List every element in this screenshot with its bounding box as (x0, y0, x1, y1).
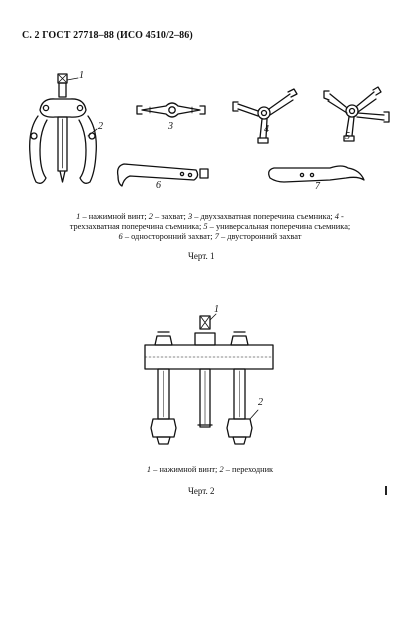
fig2-label-1: 1 (214, 304, 219, 315)
universal-crossbar (324, 87, 389, 141)
caption-text: – двусторонний захват (218, 232, 302, 241)
caption-num: 6 (118, 232, 123, 241)
figure-1-drawing (0, 60, 420, 210)
caption-num: 7 (214, 232, 219, 241)
caption-num: 1 (146, 465, 152, 474)
puller-assembly (30, 74, 97, 183)
caption-num: 2 (219, 465, 224, 474)
caption-text: – переходник (223, 465, 274, 474)
page-header: С. 2 ГОСТ 27718–88 (ИСО 4510/2–86) (22, 30, 193, 41)
caption-text: – нажимной винт; (80, 212, 149, 221)
fig1-label-4: 4 (264, 124, 269, 135)
caption-text: – нажимной винт; (151, 465, 220, 474)
double-jaw (269, 166, 364, 182)
fig1-label-7: 7 (315, 181, 320, 192)
caption-num: 2 (148, 212, 153, 221)
fig2-label-2: 2 (258, 397, 263, 408)
margin-mark (385, 486, 387, 495)
caption-num: 4 (334, 212, 339, 221)
caption-text: – односторонний захват; (122, 232, 215, 241)
caption-num: 1 (76, 212, 81, 221)
caption-text: - (338, 212, 344, 221)
caption-text: – универсальная поперечина съемника; (207, 222, 351, 231)
caption-text: – двухзахватная поперечина съемника; (192, 212, 335, 221)
fig1-label-3: 3 (168, 121, 173, 132)
caption-text: – захват; (152, 212, 188, 221)
fig1-title: Черт. 1 (188, 251, 215, 261)
fig1-label-2: 2 (98, 121, 103, 132)
fig1-label-1: 1 (79, 70, 84, 81)
fig1-caption-line-3 (0, 232, 420, 242)
caption-text: трехзахватная поперечина съемника; (69, 222, 204, 231)
fig1-caption-line-1 (0, 212, 420, 222)
fig1-label-6: 6 (156, 180, 161, 191)
fig1-caption-line-2 (0, 222, 420, 232)
caption-num: 3 (187, 212, 193, 221)
two-jaw-crossbar (137, 103, 205, 117)
figure-2-drawing (0, 300, 420, 460)
fig2-title: Черт. 2 (188, 486, 215, 496)
fig2-caption (0, 465, 420, 475)
caption-num: 5 (203, 222, 208, 231)
single-jaw (118, 164, 208, 186)
fig1-label-5: 5 (345, 131, 350, 142)
